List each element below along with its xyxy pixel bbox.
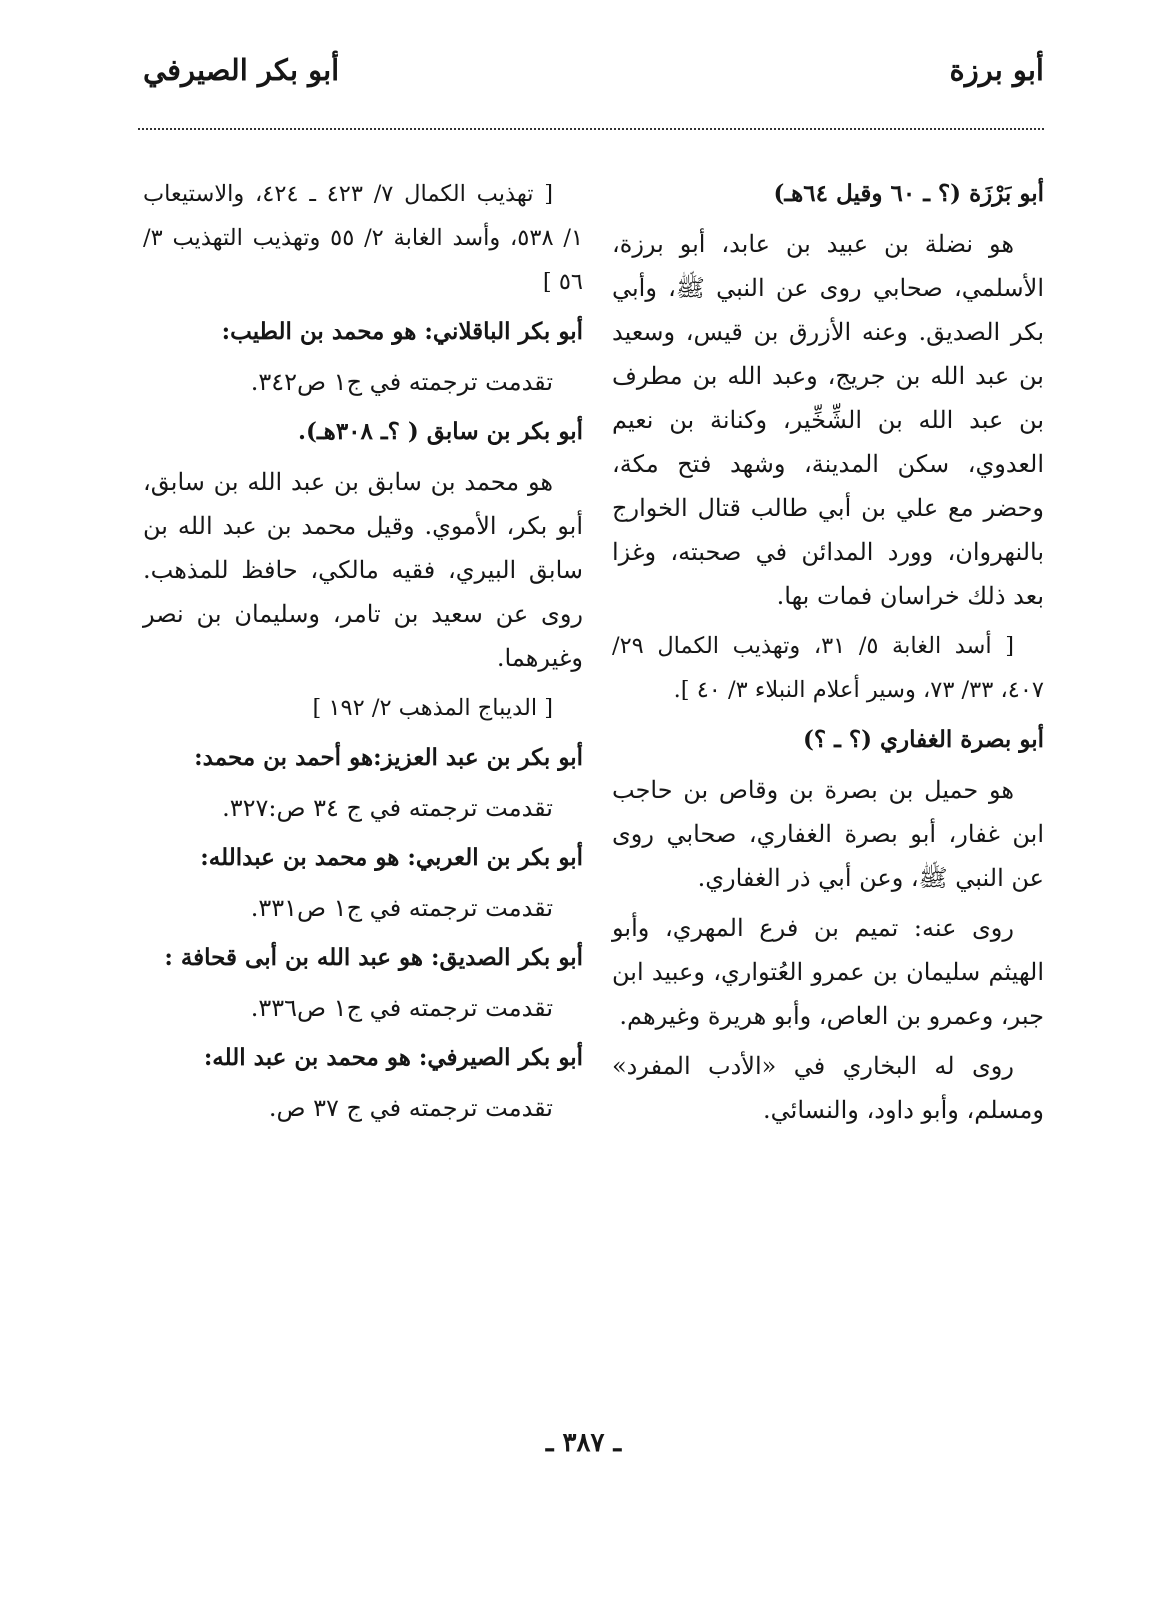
entry-title: أبو بكر بن عبد العزيز:هو أحمد بن محمد: bbox=[194, 744, 583, 771]
left-column bbox=[143, 172, 583, 1136]
cross-reference-note: تقدمت ترجمته في ج ٣٤ ص:٣٢٧. bbox=[222, 794, 553, 822]
entry-title: أبو بكر الصديق: هو عبد الله بن أبى قحافة : bbox=[164, 944, 583, 971]
page-number: ـ ٣٨٧ ـ bbox=[545, 1428, 622, 1458]
entry-paragraph: هو حميل بن بصرة بن وقاص بن حاجب ابن غفار، أبو بصرة الغفاري، صحابي روى عن النبي ﷺ، وعن أبي ذر الغفاري. bbox=[612, 776, 1044, 892]
entry-paragraph: هو محمد بن سابق بن عبد الله بن سابق، أبو بكر، الأموي. وقيل محمد بن عبد الله بن سابق البيري، فقيه مالكي، حافظ للمذهب. روى عن سعيد بن تامر، وسليمان بن نصر وغيرهما. bbox=[143, 468, 583, 672]
cross-reference-note: تقدمت ترجمته في ج١ ص٣٣١. bbox=[250, 894, 553, 922]
cross-reference-note: تقدمت ترجمته في ج١ ص٣٤٢. bbox=[250, 368, 553, 396]
running-header-left: أبو بكر الصيرفي bbox=[143, 53, 340, 87]
entry-title: أبو بصرة الغفاري (؟ ـ ؟) bbox=[803, 726, 1044, 753]
entry-title: أبو بكر بن سابق ( ؟ـ ٣٠٨هـ). bbox=[298, 418, 583, 445]
header-rule bbox=[138, 128, 1044, 130]
entry-references: [ أسد الغابة ٥/ ٣١، وتهذيب الكمال ٢٩/ ٤٠٧، ٣٣/ ٧٣، وسير أعلام النبلاء ٣/ ٤٠ ]. bbox=[612, 633, 1044, 703]
right-column bbox=[612, 172, 1044, 1138]
cross-reference-note: تقدمت ترجمته في ج ٣٧ ص. bbox=[268, 1094, 553, 1122]
running-header-right: أبو برزة bbox=[949, 53, 1044, 87]
cross-reference-note: تقدمت ترجمته في ج١ ص٣٣٦. bbox=[250, 994, 553, 1022]
entry-title: أبو بكر بن العربي: هو محمد بن عبدالله: bbox=[200, 844, 583, 871]
entry-references: [ الديباج المذهب ٢/ ١٩٢ ] bbox=[312, 695, 553, 721]
entry-title: أبو بكر الصيرفي: هو محمد بن عبد الله: bbox=[203, 1044, 583, 1071]
entry-paragraph: روى عنه: تميم بن فرع المهري، وأبو الهيثم سليمان بن عمرو العُتواري، وعبيد ابن جبر، وعمرو بن العاص، وأبو هريرة وغيرهم. bbox=[612, 914, 1044, 1030]
entry-paragraph: روى له البخاري في «الأدب المفرد» ومسلم، وأبو داود، والنسائي. bbox=[612, 1052, 1044, 1124]
entry-paragraph: هو نضلة بن عبيد بن عابد، أبو برزة، الأسلمي، صحابي روى عن النبي ﷺ، وأبي بكر الصديق. وعنه الأزرق بن قيس، وسعيد بن عبد الله بن جريج، وعبد الله بن مطرف بن عبد الله بن الشِّخِّير، وكنانة بن نعيم العدوي، سكن المدينة، وشهد فتح مكة، وحضر مع علي بن أبي طالب قتال الخوارج بالنهروان، وورد المدائن في صحبته، وغزا بعد ذلك خراسان فمات بها. bbox=[612, 230, 1044, 610]
entry-references: [ تهذيب الكمال ٧/ ٤٢٣ ـ ٤٢٤، والاستيعاب ١/ ٥٣٨، وأسد الغابة ٢/ ٥٥ وتهذيب التهذيب ٣/ ٥٦ ] bbox=[143, 181, 584, 295]
entry-title: أبو بَرْزَة (؟ ـ ٦٠ وقيل ٦٤هـ) bbox=[773, 180, 1044, 207]
entry-title: أبو بكر الباقلاني: هو محمد بن الطيب: bbox=[221, 318, 583, 345]
